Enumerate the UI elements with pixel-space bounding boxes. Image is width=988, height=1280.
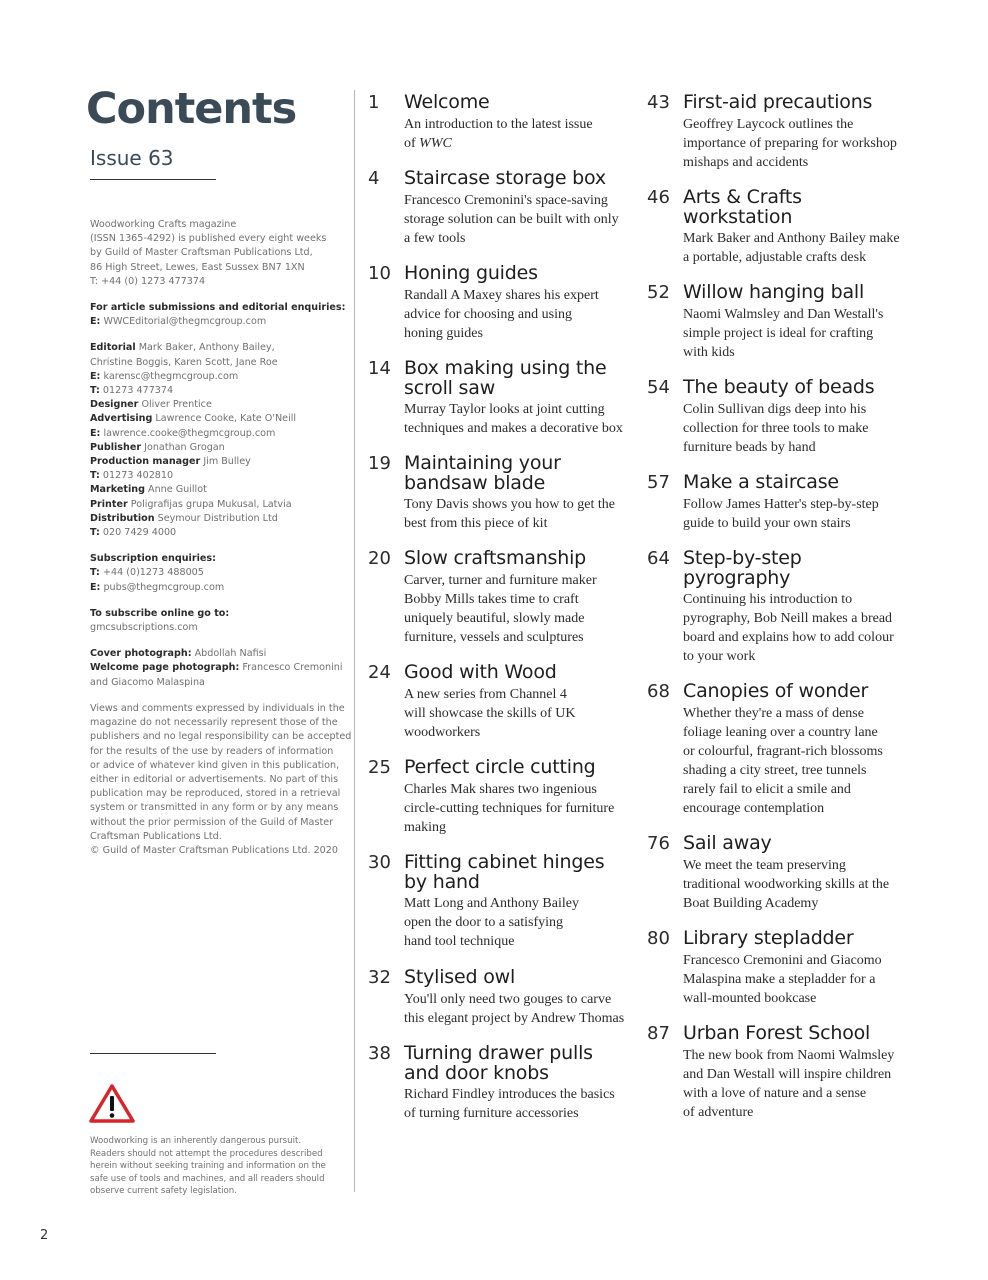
disclaimer-line: Craftsman Publications Ltd. <box>90 830 222 842</box>
staff-label: Printer <box>90 498 128 510</box>
entry-description <box>404 894 640 951</box>
divider <box>90 179 216 180</box>
entry-title: Stylised owl <box>404 966 516 988</box>
entry-description-line: Follow James Hatter's step-by-step <box>683 497 879 512</box>
disclaimer-line: either in editorial or advertisements. No part of this <box>90 773 339 785</box>
entry-description-line: mishaps and accidents <box>683 155 809 170</box>
entry-description <box>404 571 640 647</box>
publisher-info-line: by Guild of Master Craftsman Publications Ltd, <box>90 247 313 259</box>
entry-description <box>683 400 919 457</box>
welcome-photographer: Francesco Cremonini <box>242 662 343 674</box>
entry-page-number: 46 <box>647 187 670 208</box>
entry-page-number: 52 <box>647 282 670 303</box>
editorial-names: Christine Boggis, Karen Scott, Jane Roe <box>90 356 278 368</box>
editorial-email[interactable]: karensc@thegmcgroup.com <box>103 370 239 382</box>
publisher-info-line: T: +44 (0) 1273 477374 <box>90 275 206 287</box>
submissions-email[interactable]: WWCEditorial@thegmcgroup.com <box>103 316 267 328</box>
entry-description-line: furniture, vessels and sculptures <box>404 630 584 645</box>
copyright: © Guild of Master Craftsman Publications Ltd. 2020 <box>90 844 338 856</box>
marketing-name: Anne Guillot <box>148 484 207 496</box>
entry-title: Canopies of wonder <box>683 680 869 702</box>
staff-label: Editorial <box>90 342 136 354</box>
entry-description-line: foliage leaning over a country lane <box>683 725 878 740</box>
entry-page-number: 32 <box>368 967 391 988</box>
entry-description-line: Boat Building Academy <box>683 896 819 911</box>
entry-page-number: 10 <box>368 263 391 284</box>
submissions-heading: For article submissions and editorial enquiries: <box>90 302 346 314</box>
masthead <box>90 218 352 870</box>
entry-description-line: wall-mounted bookcase <box>683 991 817 1006</box>
entry-description-line: hand tool technique <box>404 934 515 949</box>
email-label: E: <box>90 316 101 328</box>
entry-description-line: advice for choosing and using <box>404 307 572 322</box>
entry-description-line: The new book from Naomi Walmsley <box>683 1048 895 1063</box>
distribution-name: Seymour Distribution Ltd <box>157 512 278 524</box>
entry-description-line: collection for three tools to make <box>683 421 869 436</box>
entry-description-line: Tony Davis shows you how to get the <box>404 497 615 512</box>
warning-triangle-icon <box>89 1083 135 1123</box>
entry-description-line: with kids <box>683 345 735 360</box>
entry-description <box>683 229 919 267</box>
entry-description-line: Bobby Mills takes time to craft <box>404 592 579 607</box>
editorial-phone: 01273 477374 <box>102 385 174 397</box>
entry-page-number: 76 <box>647 833 670 854</box>
subscribe-link[interactable]: gmcsubscriptions.com <box>90 622 198 634</box>
entry-title: Step-by-step pyrography <box>683 547 802 589</box>
entry-description-line: Continuing his introduction to <box>683 592 853 607</box>
designer-name: Oliver Prentice <box>141 399 212 411</box>
disclaimer-line: magazine do not necessarily represent those of the <box>90 717 338 729</box>
subscribe-online <box>90 607 348 635</box>
entry-description-line: open the door to a satisfying <box>404 915 564 930</box>
entry-title: Fitting cabinet hinges by hand <box>404 851 605 893</box>
entry-description-line: guide to build your own stairs <box>683 516 851 531</box>
entry-title: Sail away <box>683 832 772 854</box>
staff-label: Production manager <box>90 456 201 468</box>
entry-description-line: A new series from Channel 4 <box>404 687 567 702</box>
staff-label: Distribution <box>90 512 155 524</box>
entry-description-line: this elegant project by Andrew Thomas <box>404 1011 625 1026</box>
entry-description-line: Murray Taylor looks at joint cutting <box>404 402 605 417</box>
entry-page-number: 1 <box>368 92 380 113</box>
entry-title: Urban Forest School <box>683 1022 871 1044</box>
entry-description-line: Naomi Walmsley and Dan Westall's <box>683 307 884 322</box>
staff-list: Editorial Mark Baker, Anthony Bailey, Christine Boggis, Karen Scott, Jane Roe E: karensc@thegmcgroup.com T: 01273 477374 Designer Oliver Prentice Advertising Lawrence Cooke, Kate O'Neill E: lawrence.cooke@thegmcgroup.com Publisher Jonathan Grogan Production manager Jim Bulley T: 01273 402810 Marketing Anne Guillot Printer Poligrafijas grupa Mukusal, Latvia Distribution Seymour Distribution Ltd T: 020 7429 4000 <box>90 341 348 540</box>
entry-description <box>404 191 640 248</box>
entry-description-line: of WWC <box>404 136 452 151</box>
entry-description-line: best from this piece of kit <box>404 516 548 531</box>
entry-description-line: a portable, adjustable crafts desk <box>683 250 867 265</box>
entry-description-line: uniquely beautiful, slowly made <box>404 611 585 626</box>
entry-title: The beauty of beads <box>683 376 875 398</box>
disclaimer-line: Views and comments expressed by individuals in the <box>90 702 345 714</box>
welcome-photographer: and Giacomo Malaspina <box>90 676 205 688</box>
publisher-info-line: Woodworking Crafts magazine <box>90 219 237 230</box>
photo-credits <box>90 647 348 690</box>
entry-description <box>404 685 640 742</box>
entry-description-line: or colourful, fragrant-rich blossoms <box>683 744 883 759</box>
entry-description-line: woodworkers <box>404 725 481 740</box>
submissions <box>90 301 348 329</box>
entry-page-number: 80 <box>647 928 670 949</box>
entry-page-number: 20 <box>368 548 391 569</box>
entry-page-number: 25 <box>368 757 391 778</box>
entry-description-line: simple project is ideal for crafting <box>683 326 874 341</box>
credit-label: Cover photograph: <box>90 648 192 660</box>
entry-description-line: making <box>404 820 446 835</box>
entry-description <box>404 115 640 153</box>
entry-description-line: importance of preparing for workshop <box>683 136 897 151</box>
subscription-phone: +44 (0)1273 488005 <box>102 567 204 579</box>
subscription-enquiries: Subscription enquiries: T: +44 (0)1273 488005 E: pubs@thegmcgroup.com <box>90 552 348 595</box>
entry-title: Arts & Crafts workstation <box>683 186 802 228</box>
cover-photographer: Abdollah Nafisi <box>194 648 267 660</box>
entry-title: Perfect circle cutting <box>404 756 596 778</box>
entry-page-number: 14 <box>368 358 391 379</box>
staff-label: Advertising <box>90 413 153 425</box>
page-title: Contents <box>86 84 297 134</box>
entry-page-number: 57 <box>647 472 670 493</box>
entry-description-line: shading a city street, tree tunnels <box>683 763 867 778</box>
page-number: 2 <box>40 1228 49 1243</box>
entry-description-line: a few tools <box>404 231 466 246</box>
advertising-names: Lawrence Cooke, Kate O'Neill <box>155 413 297 425</box>
entry-page-number: 24 <box>368 662 391 683</box>
entry-title: Turning drawer pulls and door knobs <box>404 1042 593 1084</box>
staff-label: Marketing <box>90 484 145 496</box>
entry-description <box>404 780 640 837</box>
entry-description-line: Malaspina make a stepladder for a <box>683 972 876 987</box>
entry-description-line: storage solution can be built with only <box>404 212 619 227</box>
disclaimer-line: publishers and no legal responsibility can be accepted <box>90 731 352 743</box>
entry-page-number: 19 <box>368 453 391 474</box>
publisher-info-line: (ISSN 1365-4292) is published every eight weeks <box>90 233 327 245</box>
online-heading: To subscribe online go to: <box>90 607 230 619</box>
entry-description-line: We meet the team preserving <box>683 858 846 873</box>
entry-description-line: Charles Mak shares two ingenious <box>404 782 597 797</box>
entry-description <box>404 990 640 1028</box>
disclaimer <box>90 702 352 858</box>
subscription-heading: Subscription enquiries: <box>90 553 216 565</box>
entry-description <box>683 115 919 172</box>
entry-description-line: circle-cutting techniques for furniture <box>404 801 615 816</box>
entry-description-line: of turning furniture accessories <box>404 1106 579 1121</box>
entry-page-number: 68 <box>647 681 670 702</box>
entry-title: Willow hanging ball <box>683 281 865 303</box>
entry-description-line: to your work <box>683 649 756 664</box>
advertising-email[interactable]: lawrence.cooke@thegmcgroup.com <box>103 427 276 439</box>
entry-description-line: board and explains how to add colour <box>683 630 894 645</box>
subscription-email[interactable]: pubs@thegmcgroup.com <box>103 581 225 593</box>
entry-description <box>404 286 640 343</box>
issue-number: Issue 63 <box>90 146 174 170</box>
entry-description-line: rarely fail to elicit a smile and <box>683 782 851 797</box>
entry-title: Welcome <box>404 91 490 113</box>
entry-description-line: Randall A Maxey shares his expert <box>404 288 599 303</box>
entry-description-line: An introduction to the latest issue <box>404 117 593 132</box>
entry-description <box>683 590 919 666</box>
entry-description-line: and Dan Westall will inspire children <box>683 1067 892 1082</box>
production-phone: 01273 402810 <box>102 470 174 482</box>
entry-title: First-aid precautions <box>683 91 873 113</box>
entry-page-number: 43 <box>647 92 670 113</box>
entry-description-line: Carver, turner and furniture maker <box>404 573 597 588</box>
entry-description-line: Whether they're a mass of dense <box>683 706 864 721</box>
staff-label: Publisher <box>90 441 142 453</box>
entry-title: Good with Wood <box>404 661 557 683</box>
entry-description-line: with a love of nature and a sense <box>683 1086 867 1101</box>
entry-description-line: honing guides <box>404 326 483 341</box>
entry-title: Slow craftsmanship <box>404 547 587 569</box>
entry-description-line: Mark Baker and Anthony Bailey make <box>683 231 900 246</box>
publisher-name: Jonathan Grogan <box>144 441 225 453</box>
entry-description-line: Francesco Cremonini and Giacomo <box>683 953 882 968</box>
entry-description-line: Richard Findley introduces the basics <box>404 1087 615 1102</box>
disclaimer-line: or advice of whatever kind given in this publication, <box>90 759 340 771</box>
entry-title: Make a staircase <box>683 471 839 493</box>
credit-label: Welcome page photograph: <box>90 662 240 674</box>
entry-title: Box making using the scroll saw <box>404 357 607 399</box>
entry-description-line: will showcase the skills of UK <box>404 706 576 721</box>
distribution-phone: 020 7429 4000 <box>102 527 177 539</box>
safety-warning: Woodworking is an inherently dangerous pursuit. Readers should not attempt the procedures described herein without seeking training and information on the safe use of tools and machines, and all readers should observe current safety legislation. <box>90 1136 326 1197</box>
disclaimer-line: system or transmitted in any form or by any means <box>90 802 339 814</box>
entry-description-line: pyrography, Bob Neill makes a bread <box>683 611 893 626</box>
entry-page-number: 38 <box>368 1043 391 1064</box>
entry-description <box>683 495 919 533</box>
entry-description-line: Francesco Cremonini's space-saving <box>404 193 608 208</box>
entry-page-number: 87 <box>647 1023 670 1044</box>
publisher-info-line: 86 High Street, Lewes, East Sussex BN7 1XN <box>90 261 305 273</box>
entry-description <box>683 856 919 913</box>
entry-description-line: You'll only need two gouges to carve <box>404 992 612 1007</box>
entry-description-line: Matt Long and Anthony Bailey <box>404 896 579 911</box>
entry-description <box>683 704 919 818</box>
entry-page-number: 64 <box>647 548 670 569</box>
entry-description <box>404 400 640 438</box>
entry-page-number: 54 <box>647 377 670 398</box>
entry-description-line: of adventure <box>683 1105 754 1120</box>
entry-title: Honing guides <box>404 262 538 284</box>
staff-label: Designer <box>90 399 139 411</box>
editorial-names: Mark Baker, Anthony Bailey, <box>138 342 275 354</box>
entry-description <box>683 305 919 362</box>
disclaimer-line: without the prior permission of the Guild of Master <box>90 816 334 828</box>
disclaimer-line: for the results of the use by readers of information <box>90 745 334 757</box>
entry-description <box>683 1046 919 1122</box>
entry-description <box>404 495 640 533</box>
entry-description-line: traditional woodworking skills at the <box>683 877 890 892</box>
entry-title: Staircase storage box <box>404 167 606 189</box>
column-divider <box>354 90 355 1192</box>
divider <box>90 1053 216 1054</box>
disclaimer-line: publication may be reproduced, stored in a retrieval <box>90 788 341 800</box>
entry-description <box>404 1085 640 1123</box>
printer-name: Poligrafijas grupa Mukusal, Latvia <box>130 498 292 510</box>
production-name: Jim Bulley <box>203 456 251 468</box>
entry-page-number: 4 <box>368 168 380 189</box>
entry-title: Library stepladder <box>683 927 854 949</box>
entry-description-line: Geoffrey Laycock outlines the <box>683 117 854 132</box>
entry-description <box>683 951 919 1008</box>
entry-description-line: Colin Sullivan digs deep into his <box>683 402 867 417</box>
publisher-info <box>90 218 348 289</box>
entry-description-line: techniques and makes a decorative box <box>404 421 623 436</box>
entry-description-line: encourage contemplation <box>683 801 825 816</box>
entry-description-line: furniture beads by hand <box>683 440 816 455</box>
entry-title: Maintaining your bandsaw blade <box>404 452 561 494</box>
entry-page-number: 30 <box>368 852 391 873</box>
